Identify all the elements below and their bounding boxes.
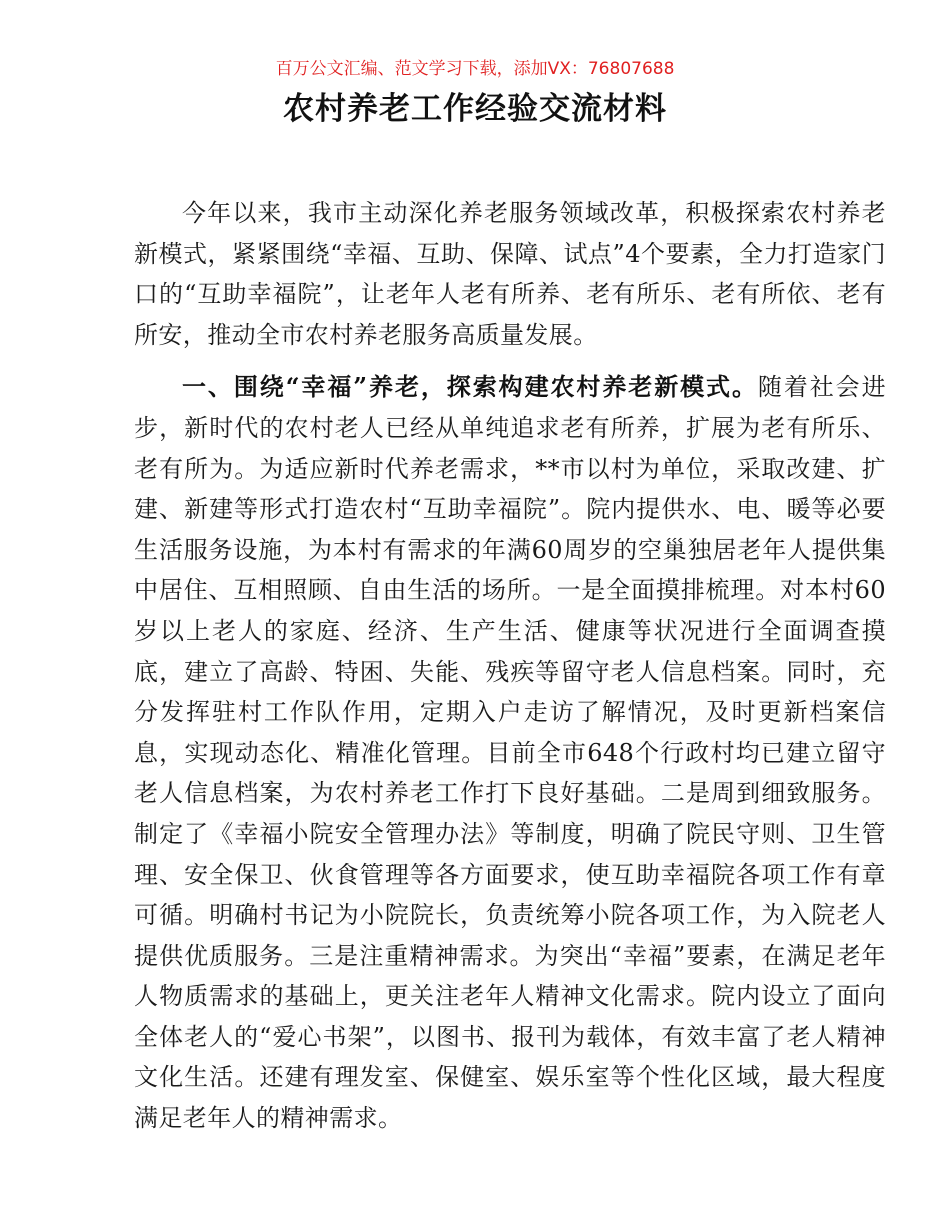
paragraph-text: 今年以来，我市主动深化养老服务领域改革，积极探索农村养老新模式，紧紧围绕“幸福、互助、保障、试点”4个要素，全力打造家门口的“互助幸福院”，让老年人老有所养、老有所乐、老有所依、老有所安，推动全市农村养老服务高质量发展。	[134, 199, 886, 349]
document-body	[134, 193, 886, 1139]
paragraph-text: 随着社会进步，新时代的农村老人已经从单纯追求老有所养，扩展为老有所乐、老有所为。为适应新时代养老需求，**市以村为单位，采取改建、扩建、新建等形式打造农村“互助幸福院”。院内提供水、电、暖等必要生活服务设施，为本村有需求的年满60周岁的空巢独居老年人提供集中居住、互相照顾、自由生活的场所。一是全面摸排梳理。对本村60岁以上老人的家庭、经济、生产生活、健康等状况进行全面调查摸底，建立了高龄、特困、失能、残疾等留守老人信息档案。同时，充分发挥驻村工作队作用，定期入户走访了解情况，及时更新档案信息，实现动态化、精准化管理。目前全市648个行政村均已建立留守老人信息档案，为农村养老工作打下良好基础。二是周到细致服务。制定了《幸福小院安全管理办法》等制度，明确了院民守则、卫生管理、安全保卫、伙食管理等各方面要求，使互助幸福院各项工作有章可循。明确村书记为小院院长，负责统筹小院各项工作，为入院老人提供优质服务。三是注重精神需求。为突出“幸福”要素，在满足老年人物质需求的基础上，更关注老年人精神文化需求。院内设立了面向全体老人的“爱心书架”，以图书、报刊为载体，有效丰富了老人精神文化生活。还建有理发室、保健室、娱乐室等个性化区域，最大程度满足老年人的精神需求。	[134, 373, 887, 1133]
section-heading: 一、围绕“幸福”养老，探索构建农村养老新模式。	[182, 372, 758, 402]
intro-paragraph	[134, 193, 886, 355]
section-one-paragraph	[134, 367, 886, 1138]
document-title: 农村养老工作经验交流材料	[283, 91, 667, 127]
header-note: 百万公文汇编、范文学习下载，添加VX：76807688	[275, 59, 675, 79]
